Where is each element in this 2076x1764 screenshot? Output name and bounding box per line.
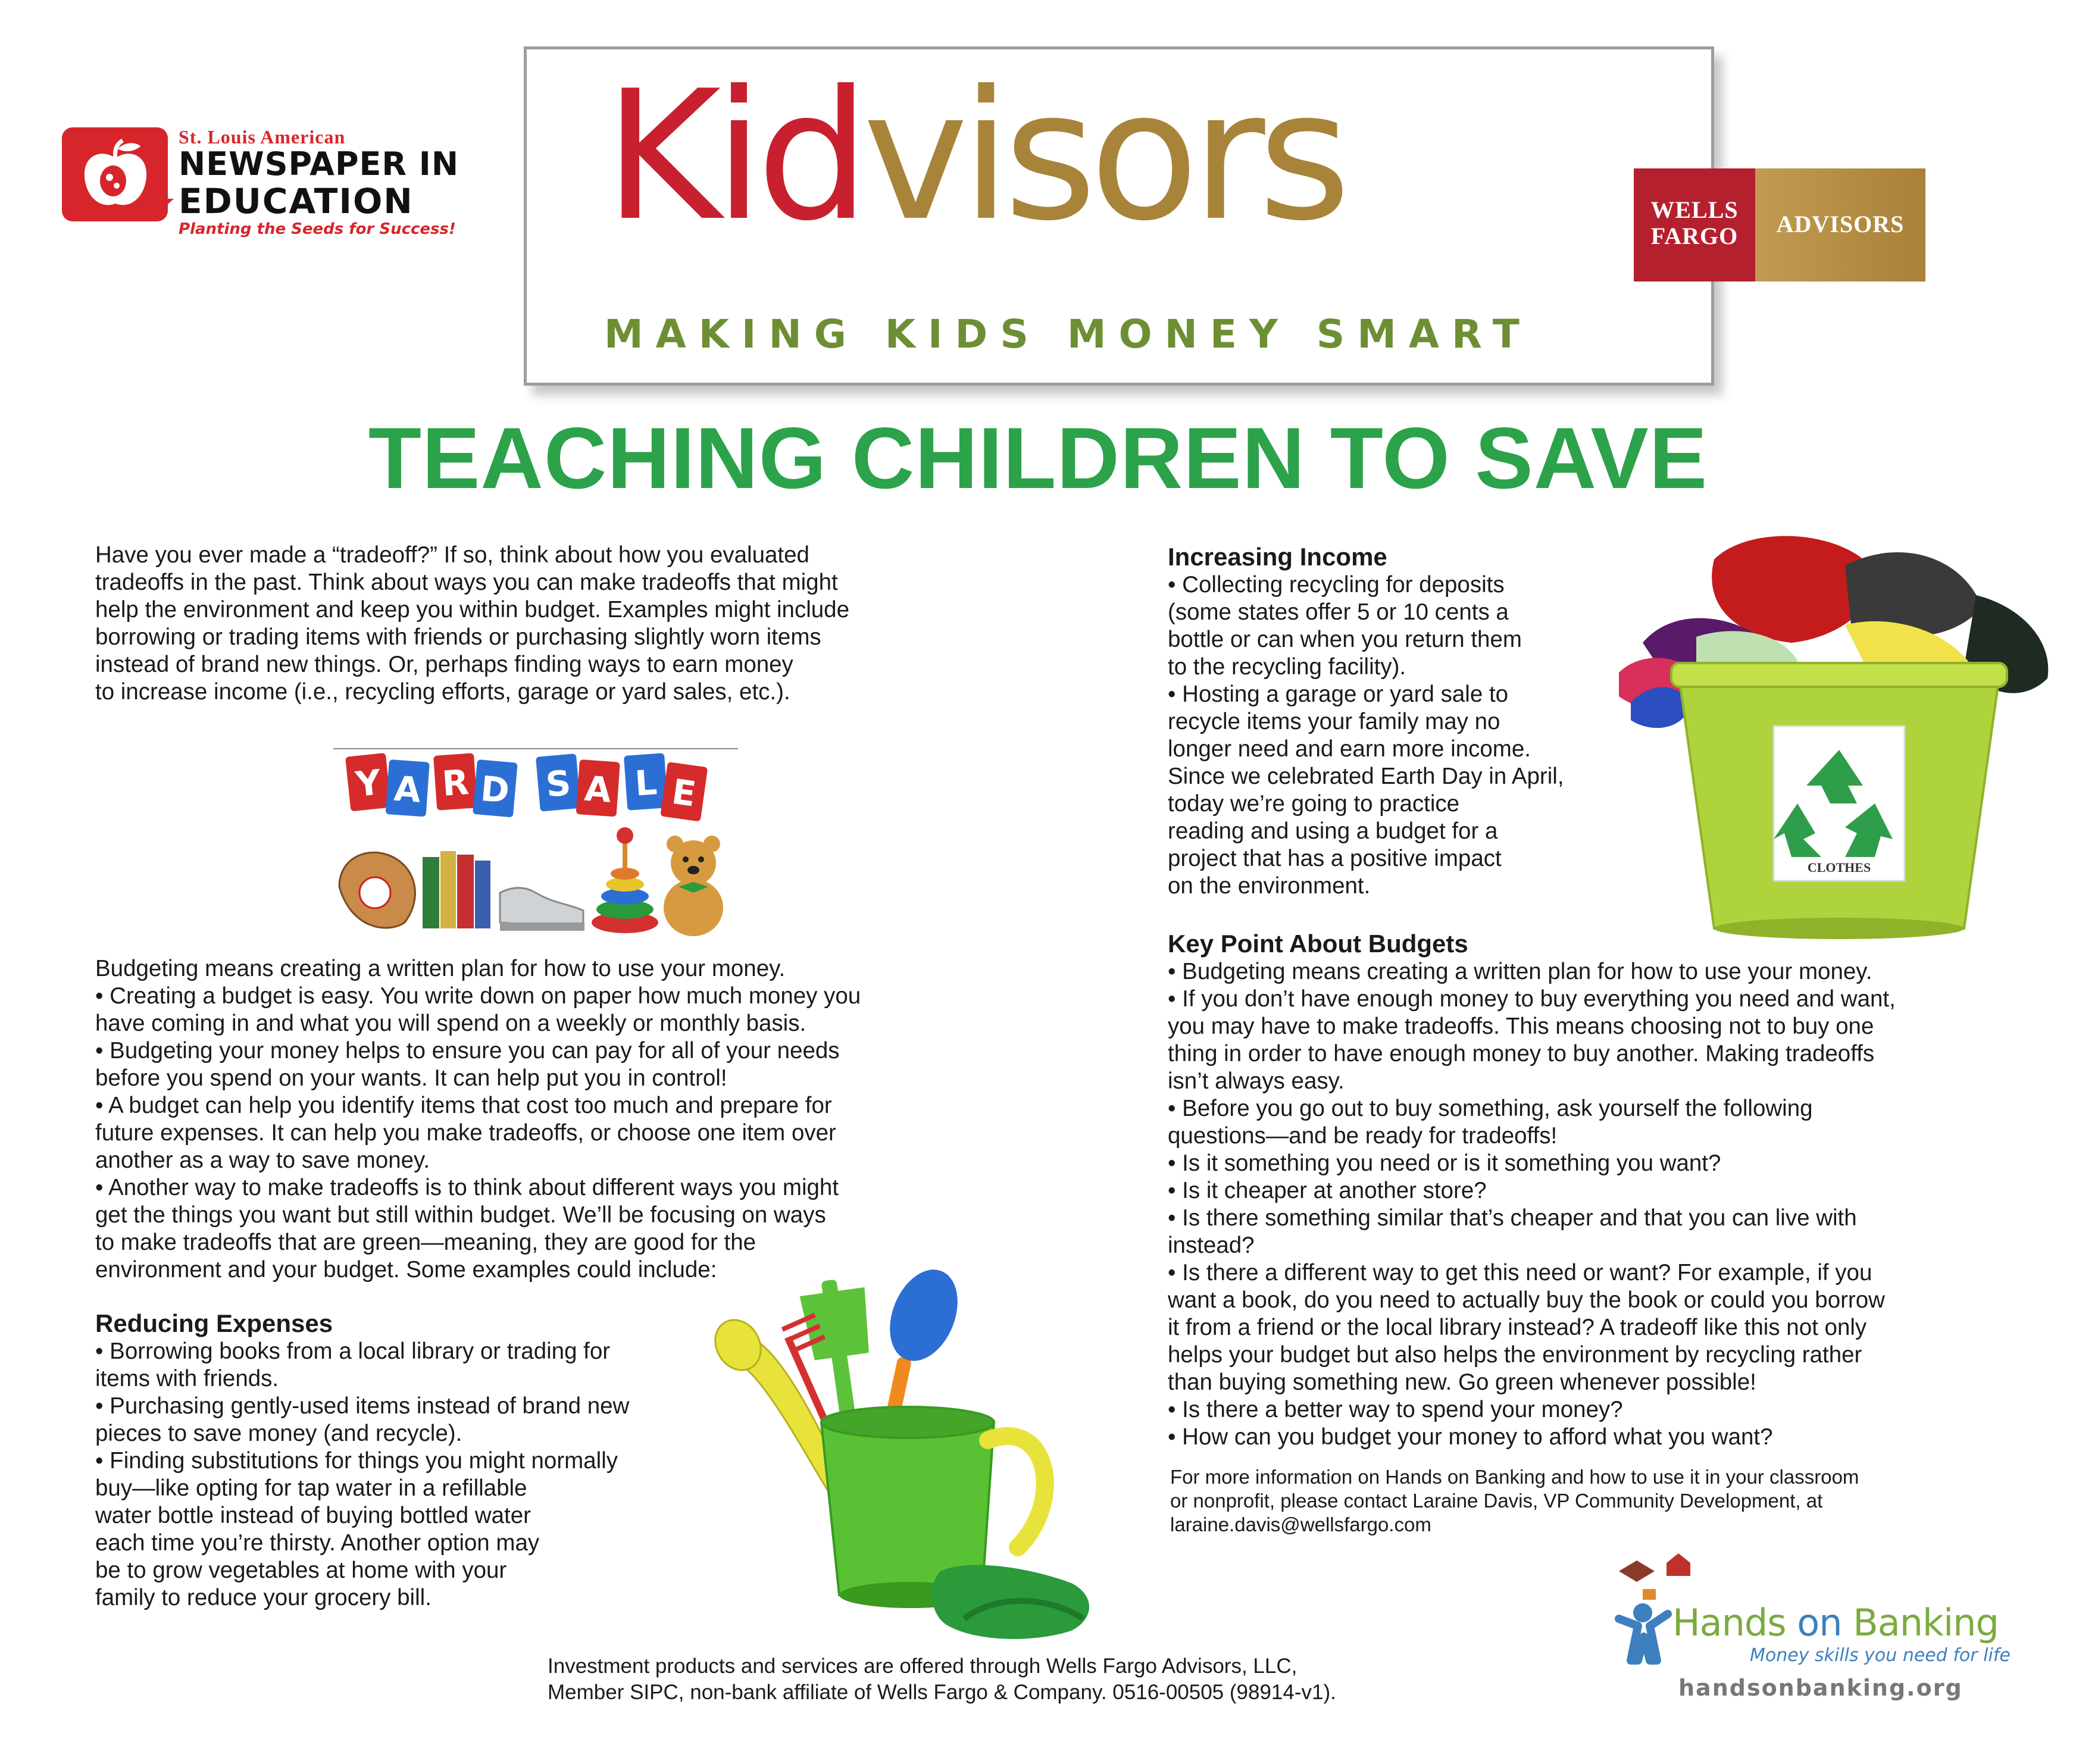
stacking-rings-toy-icon [592,827,658,933]
intro-paragraph [95,542,849,706]
text-line: • Purchasing gently-used items instead of brand new [95,1393,630,1419]
budgeting-paragraph [95,955,861,1284]
text-line: another as a way to save money. [95,1147,430,1173]
increasing-income-list [1168,571,1564,900]
text-line: • If you don’t have enough money to buy everything you need and want, [1168,986,1896,1012]
sign-letter: L [633,762,659,804]
text-line: Have you ever made a “tradeoff?” If so, think about how you evaluated [95,542,809,568]
text-line: to increase income (i.e., recycling efforts, garage or yard sales, etc.). [95,679,790,705]
text-line: Member SIPC, non-bank affiliate of Wells Fargo & Company. 0516-00505 (98914-v1). [548,1681,1336,1704]
text-line: • Another way to make tradeoffs is to think about different ways you might [95,1175,839,1200]
clothes-bucket-illustration [1595,524,2059,940]
hob-name-banking: Banking [1853,1601,1999,1644]
brand-kid: Kid [604,52,863,260]
text-line: project that has a positive impact [1168,846,1502,871]
text-line: • Is there something similar that’s cheaper and that you can live with [1168,1205,1857,1231]
text-line: want a book, do you need to actually buy the book or could you borrow [1168,1287,1885,1313]
text-line: questions—and be ready for tradeoffs! [1168,1123,1558,1149]
watering-can-icon [714,1312,1045,1608]
text-line: • Budgeting your money helps to ensure you can pay for all of your needs [95,1038,840,1064]
sign-letter: S [544,762,573,805]
hob-name-hands: Hands [1672,1601,1797,1644]
text-line: family to reduce your grocery bill. [95,1585,432,1610]
text-line: • How can you budget your money to afford what you want? [1168,1424,1773,1450]
text-line: borrowing or trading items with friends or purchasing slightly worn items [95,624,821,650]
yard-sale-sign [333,749,738,822]
text-line: reading and using a budget for a [1168,818,1498,844]
text-line: • Finding substitutions for things you might normally [95,1448,618,1474]
text-line: future expenses. It can help you make tradeoffs, or choose one item over [95,1120,836,1146]
sign-letter: Y [354,762,383,805]
masthead-box [524,46,1905,386]
text-line: be to grow vegetables at home with your [95,1557,507,1583]
key-point-heading: Key Point About Budgets [1168,930,1468,958]
hands-on-banking-url[interactable]: handsonbanking.org [1678,1675,1963,1701]
text-line: longer need and earn more income. [1168,736,1531,762]
sign-letter: A [583,768,613,811]
contact-email[interactable]: laraine.davis@wellsfargo.com [1170,1513,1431,1535]
text-line: bottle or can when you return them [1168,627,1522,652]
text-line: environment and your budget. Some examples could include: [95,1257,717,1283]
text-line: instead of brand new things. Or, perhaps finding ways to earn money [95,652,793,677]
hands-on-banking-name [1672,1601,1999,1644]
text-line: isn’t always easy. [1168,1068,1345,1094]
text-line: pieces to save money (and recycle). [95,1421,462,1446]
text-line: help the environment and keep you within budget. Examples might include [95,597,850,623]
page-headline: TEACHING CHILDREN TO SAVE [368,409,1708,506]
newspaper-in-education-logo [62,126,490,245]
brand-subtitle: MAKING KIDS MONEY SMART [604,311,1532,357]
text-line: • Is there a different way to get this need or want? For example, if you [1168,1260,1872,1286]
increasing-income-heading: Increasing Income [1168,543,1387,571]
hands-on-banking-logo [1583,1547,2036,1708]
hands-on-banking-tagline: Money skills you need for life [1750,1645,2011,1666]
text-line: Since we celebrated Earth Day in April, [1168,764,1564,789]
text-line: • Is there a better way to spend your money? [1168,1397,1623,1422]
watering-can-illustration [714,1262,1119,1649]
apple-icon [80,138,151,212]
yard-sale-illustration [333,744,738,940]
text-line: thing in order to have enough money to buy another. Making tradeoffs [1168,1041,1875,1066]
text-line: For more information on Hands on Banking and how to use it in your classroom [1170,1466,1859,1488]
wells-fargo-advisors-logo [1634,168,1925,282]
sign-letter: D [479,768,511,811]
hob-name-on: on [1797,1601,1853,1644]
text-line: Investment products and services are offered through Wells Fargo Advisors, LLC, [548,1654,1298,1678]
text-line: or nonprofit, please contact Laraine Davis, VP Community Development, at [1170,1490,1823,1512]
text-line: to the recycling facility). [1168,654,1406,680]
text-line: • Budgeting means creating a written plan for how to use your money. [1168,959,1872,984]
text-line: • Is it something you need or is it something you want? [1168,1150,1721,1176]
sign-letter: R [440,762,470,804]
sneaker-icon [500,888,584,931]
nie-line-1: NEWSPAPER IN [179,145,459,183]
text-line: instead? [1168,1233,1255,1258]
reducing-expenses-heading: Reducing Expenses [95,1309,333,1337]
nie-publisher: St. Louis American [179,126,346,148]
key-point-list [1168,958,1896,1451]
text-line: each time you’re thirsty. Another option may [95,1530,540,1556]
text-line: before you spend on your wants. It can help put you in control! [95,1065,727,1091]
text-line: tradeoffs in the past. Think about ways you can make tradeoffs that might [95,570,838,595]
text-line: Budgeting means creating a written plan for how to use your money. [95,956,786,981]
text-line: • Creating a budget is easy. You write down on paper how much money you [95,983,861,1009]
text-line: • Collecting recycling for deposits [1168,572,1505,598]
text-line: than buying something new. Go green whenever possible! [1168,1369,1756,1395]
reducing-expenses-list [95,1338,629,1612]
wfa-logo-advisors: ADVISORS [1776,211,1905,237]
sign-letter: A [392,768,423,811]
text-line: have coming in and what you will spend on a weekly or monthly basis. [95,1011,806,1036]
text-line: (some states offer 5 or 10 cents a [1168,599,1509,625]
text-line: to make tradeoffs that are green—meaning, they are good for the [95,1230,756,1255]
nie-logo-badge [62,127,168,221]
kidvisors-logo [604,52,1344,260]
garden-gloves-icon [932,1565,1089,1639]
text-line: • Is it cheaper at another store? [1168,1178,1487,1203]
text-line: on the environment. [1168,873,1371,899]
disclaimer [548,1653,1336,1706]
nie-line-2: EDUCATION [179,181,414,221]
text-line: you may have to make tradeoffs. This means choosing not to buy one [1168,1014,1874,1039]
text-line: items with friends. [95,1366,279,1391]
text-line: helps your budget but also helps the environment by recycling rather [1168,1342,1862,1368]
sign-letter: E [669,771,699,815]
bucket-label: CLOTHES [1807,860,1871,875]
text-line: today we’re going to practice [1168,791,1460,817]
text-line: • Borrowing books from a local library or trading for [95,1338,611,1364]
text-line: buy—like opting for tap water in a refillable [95,1475,527,1501]
text-line: • Hosting a garage or yard sale to [1168,681,1509,707]
baseball-glove-icon [339,852,415,928]
teddy-bear-icon [664,836,723,936]
text-line: it from a friend or the local library instead? A tradeoff like this not only [1168,1315,1867,1340]
text-line: get the things you want but still within budget. We’ll be focusing on ways [95,1202,826,1228]
books-icon [423,851,490,928]
text-line: water bottle instead of buying bottled water [95,1503,531,1528]
wfa-logo-wells-fargo: WELLS FARGO [1650,196,1739,249]
nie-tagline: Planting the Seeds for Success! [179,220,456,238]
text-line: • Before you go out to buy something, ask yourself the following [1168,1096,1813,1121]
text-line: recycle items your family may no [1168,709,1500,734]
more-info-note [1170,1465,1859,1537]
text-line: • A budget can help you identify items that cost too much and prepare for [95,1093,832,1118]
brand-visors: visors [862,52,1344,260]
